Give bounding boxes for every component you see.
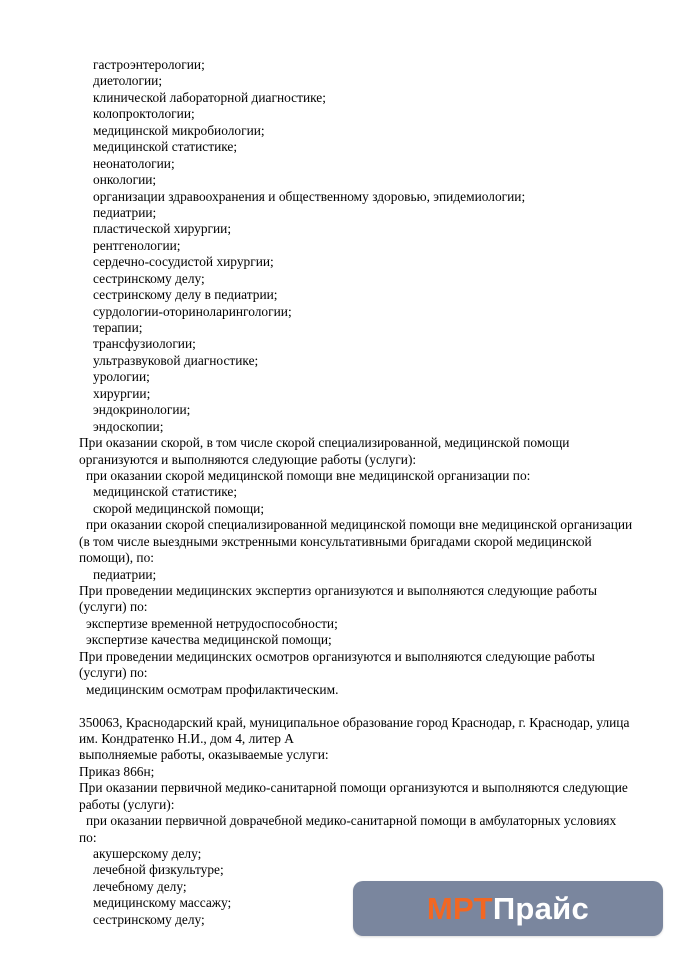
list-item: сурдологии-оториноларингологии; [93,303,292,319]
subsection-heading: при оказании скорой специализированной медицинской помощи вне медицинской организации [86,517,633,533]
list-item: урологии; [93,369,150,385]
blank-line [0,698,678,714]
list-item: трансфузиологии; [93,336,196,352]
text-line: выполняемые работы, оказываемые услуги: [79,747,329,763]
list-item: лечебному делу; [93,878,187,894]
list-item: эндоскопии; [93,418,164,434]
list-item: колопроктологии; [93,106,195,122]
subsection-heading: при оказании первичной доврачебной медико-санитарной помощи в амбулаторных условиях [86,813,617,829]
brand-logo-badge[interactable] [353,881,663,936]
list-item: медицинской статистике; [93,484,238,500]
brand-logo-part1: МРТ [426,890,493,926]
list-item: неонатологии; [93,155,175,171]
list-item: медицинской микробиологии; [93,122,265,138]
subsection-heading-cont: (в том числе выездными экстренными консультативными бригадами скорой медицинской [79,533,592,549]
list-item: экспертизе временной нетрудоспособности; [86,615,338,631]
list-item: ультразвуковой диагностике; [93,352,259,368]
list-item: диетологии; [93,73,163,89]
list-item: клинической лабораторной диагностике; [93,89,326,105]
subsection-heading: при оказании скорой медицинской помощи вне медицинской организации по: [86,467,531,483]
list-item: сестринскому делу; [93,270,205,286]
section-heading-line: При проведении медицинских осмотров организуются и выполняются следующие работы [79,648,595,664]
text-line: Приказ 866н; [79,763,155,779]
list-item: организации здравоохранения и общественному здоровью, эпидемиологии; [93,188,526,204]
section-heading-line: При проведении медицинских экспертиз организуются и выполняются следующие работы [79,583,598,598]
list-item: гастроэнтерологии; [93,57,205,72]
section-heading-line: При оказании скорой, в том числе скорой специализированной, медицинской помощи [79,435,570,451]
list-item: скорой медицинской помощи; [93,500,265,516]
section-heading-line: работы (услуги): [79,796,175,812]
section-heading-line: (услуги) по: [79,665,148,681]
list-item: сестринскому делу в педиатрии; [93,287,278,303]
list-item: медицинской статистике; [93,139,238,155]
list-item: терапии; [93,320,143,335]
address-line: 350063, Краснодарский край, муниципальное образование город Краснодар, г. Краснодар, улица [79,714,630,730]
list-item: эндокринологии; [93,402,191,418]
list-item: акушерскому делу; [93,846,202,861]
list-item: медицинскому массажу; [93,895,232,911]
section-heading-line: организуются и выполняются следующие работы (услуги): [79,451,417,467]
subsection-heading-cont: помощи), по: [79,550,154,566]
list-item: медицинским осмотрам профилактическим. [86,681,339,697]
subsection-heading-cont: по: [79,829,97,845]
list-item: педиатрии; [93,204,157,220]
list-item: онкологии; [93,172,157,188]
document-page [0,57,678,928]
section-heading-line: При оказании первичной медико-санитарной помощи организуются и выполняются следующие [79,780,628,796]
list-item: сестринскому делу; [93,911,205,927]
list-item: сердечно-сосудистой хирургии; [93,254,274,270]
list-item: пластической хирургии; [93,221,232,237]
list-item: рентгенологии; [93,237,181,253]
brand-logo-part2: Прайс [492,890,590,926]
section-heading-line: (услуги) по: [79,599,148,615]
address-line: им. Кондратенко Н.И., дом 4, литер А [79,730,294,746]
list-item: экспертизе качества медицинской помощи; [86,632,332,648]
list-item: педиатрии; [93,566,157,582]
list-item: хирургии; [93,385,151,401]
list-item: лечебной физкультуре; [93,862,224,878]
